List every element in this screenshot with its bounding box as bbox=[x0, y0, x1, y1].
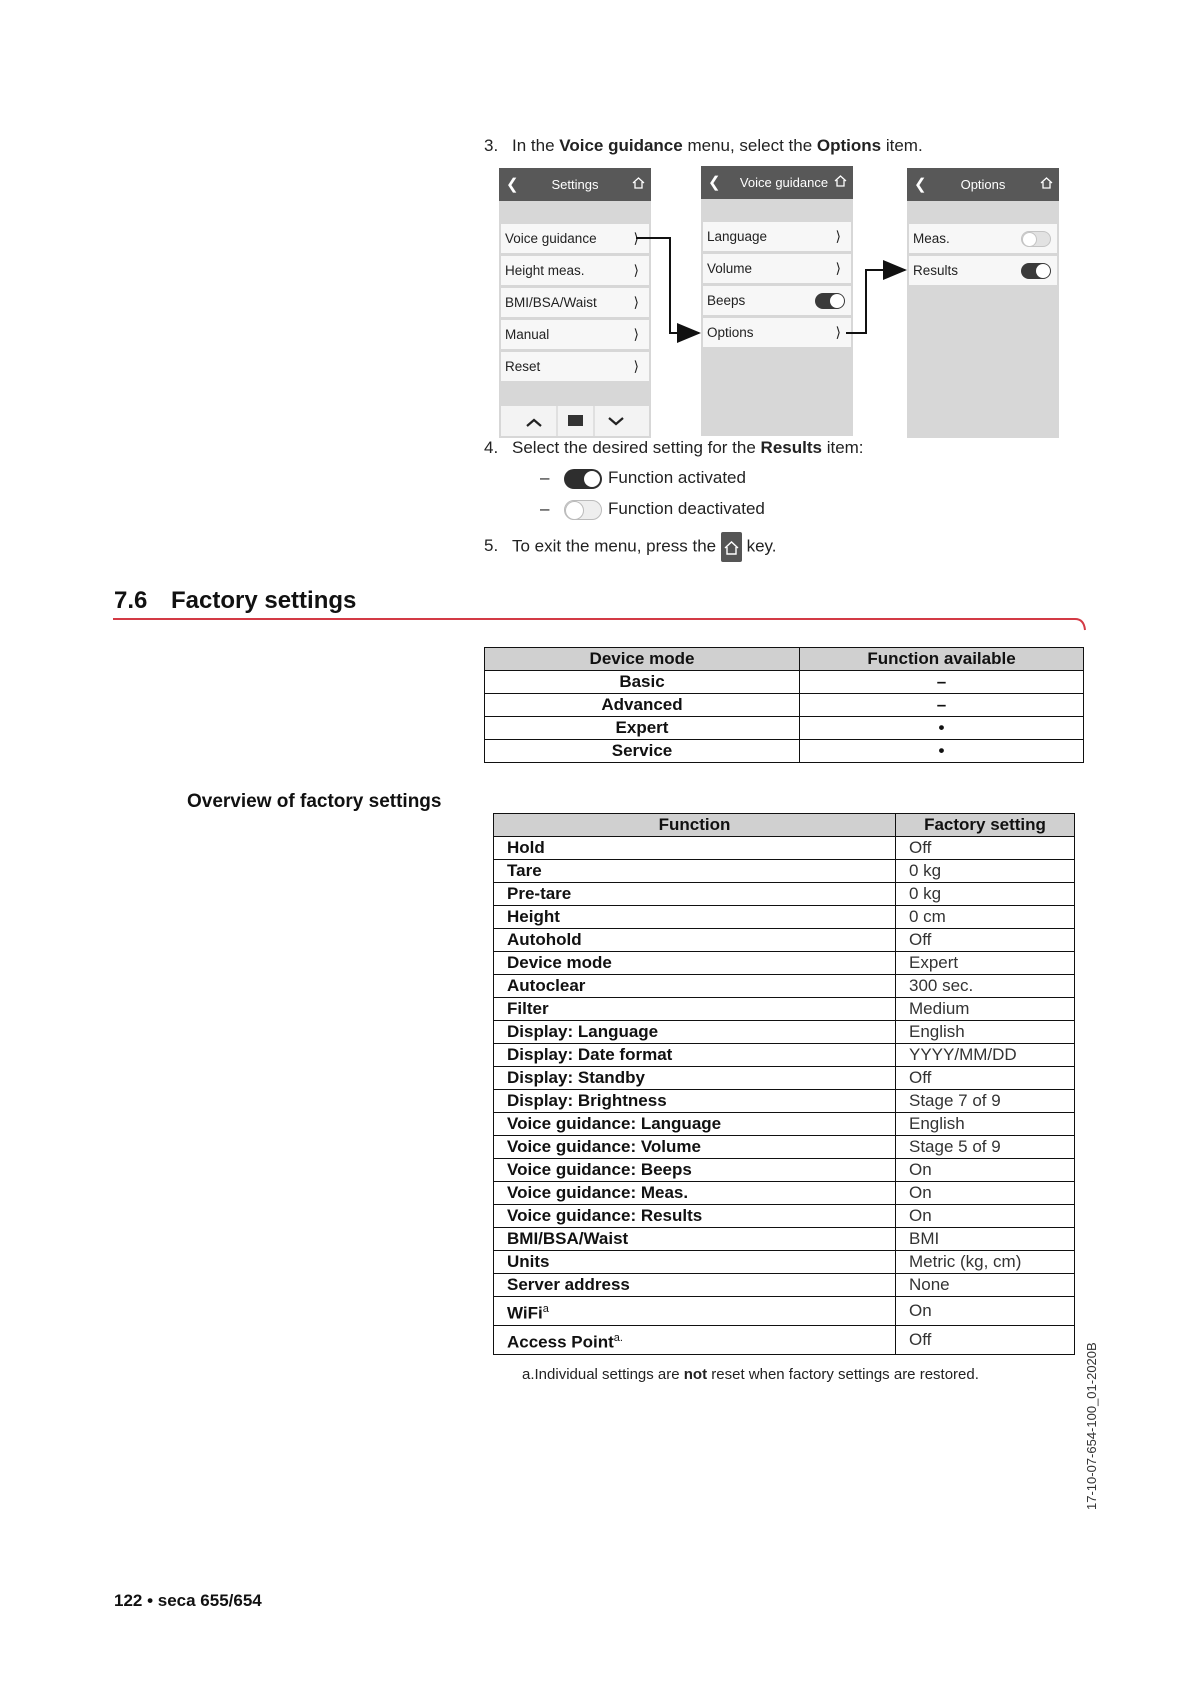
menu-item-bmi[interactable]: BMI/BSA/Waist ⟩ bbox=[501, 288, 649, 317]
chevron-right-icon: ⟩ bbox=[835, 228, 841, 244]
menu-item-manual[interactable]: Manual ⟩ bbox=[501, 320, 649, 349]
table-row: Height 0 cm bbox=[494, 906, 1075, 929]
section-rule bbox=[112, 618, 1087, 638]
table-row: Display: Language English bbox=[494, 1021, 1075, 1044]
table-row: Voice guidance: Meas. On bbox=[494, 1182, 1075, 1205]
back-icon[interactable]: ❮ bbox=[708, 174, 721, 191]
table-row: Hold Off bbox=[494, 837, 1075, 860]
overview-heading: Overview of factory settings bbox=[187, 791, 442, 812]
table-row: Units Metric (kg, cm) bbox=[494, 1251, 1075, 1274]
step-5: 5. To exit the menu, press the key. bbox=[484, 532, 776, 562]
column-header: Function available bbox=[800, 648, 1084, 671]
menu-item-beeps[interactable]: Beeps bbox=[703, 286, 851, 315]
step-3: 3. In the Voice guidance menu, select the Options item. bbox=[484, 136, 923, 155]
factory-settings-table bbox=[493, 813, 1075, 1355]
section-title: Factory settings bbox=[171, 587, 357, 614]
table-row: Advanced – bbox=[485, 694, 1084, 717]
screen-title: Options bbox=[960, 177, 1006, 192]
back-icon[interactable]: ❮ bbox=[506, 176, 519, 193]
menu-item-height[interactable]: Height meas. ⟩ bbox=[501, 256, 649, 285]
chevron-right-icon: ⟩ bbox=[633, 358, 639, 374]
table-row: Pre-tare 0 kg bbox=[494, 883, 1075, 906]
option-deactivated: – Function deactivated bbox=[540, 499, 765, 518]
menu-item-options[interactable]: Options ⟩ bbox=[703, 318, 851, 347]
flow-arrows bbox=[0, 0, 1190, 450]
chevron-right-icon: ⟩ bbox=[633, 326, 639, 342]
table-row: Filter Medium bbox=[494, 998, 1075, 1021]
table-row: Tare 0 kg bbox=[494, 860, 1075, 883]
option-activated: – Function activated bbox=[540, 468, 746, 487]
table-row: Display: Date format YYYY/MM/DD bbox=[494, 1044, 1075, 1067]
footnote: a.Individual settings are not reset when factory settings are restored. bbox=[522, 1366, 979, 1383]
table-row: Voice guidance: Language English bbox=[494, 1113, 1075, 1136]
toggle-off-icon bbox=[564, 500, 602, 520]
table-row: Voice guidance: Results On bbox=[494, 1205, 1075, 1228]
chevron-right-icon: ⟩ bbox=[835, 324, 841, 340]
chevron-right-icon: ⟩ bbox=[633, 262, 639, 278]
menu-item-meas[interactable]: Meas. bbox=[909, 224, 1057, 253]
table-row: WiFi$^a$ On bbox=[494, 1297, 1075, 1326]
chevron-right-icon: ⟩ bbox=[633, 294, 639, 310]
table-row: Voice guidance: Beeps On bbox=[494, 1159, 1075, 1182]
table-row: BMI/BSA/Waist BMI bbox=[494, 1228, 1075, 1251]
menu-item-volume[interactable]: Volume ⟩ bbox=[703, 254, 851, 283]
table-row: Autoclear 300 sec. bbox=[494, 975, 1075, 998]
column-header: Function bbox=[494, 814, 896, 837]
table-row: Server address None bbox=[494, 1274, 1075, 1297]
step-4: 4. Select the desired setting for the Results item: bbox=[484, 438, 864, 457]
menu-item-results[interactable]: Results bbox=[909, 256, 1057, 285]
table-row: Device mode Expert bbox=[494, 952, 1075, 975]
table-row: Service • bbox=[485, 740, 1084, 763]
screen-title: Settings bbox=[551, 177, 599, 192]
home-key-icon bbox=[721, 532, 742, 562]
table-row: Expert • bbox=[485, 717, 1084, 740]
section-number: 7.6 bbox=[114, 587, 148, 614]
screen-title: Voice guidance bbox=[739, 175, 829, 190]
menu-item-language[interactable]: Language ⟩ bbox=[703, 222, 851, 251]
menu-item-voice-guidance[interactable]: Voice guidance ⟩ bbox=[501, 224, 649, 253]
chevron-right-icon: ⟩ bbox=[633, 230, 639, 246]
table-row: Access Point$^{a.}$ Off bbox=[494, 1326, 1075, 1355]
arrow-voice-to-options bbox=[633, 238, 699, 333]
menu-item-reset[interactable]: Reset ⟩ bbox=[501, 352, 649, 381]
device-mode-table bbox=[484, 647, 1084, 763]
column-header: Factory setting bbox=[896, 814, 1075, 837]
table-row: Basic – bbox=[485, 671, 1084, 694]
back-icon[interactable]: ❮ bbox=[914, 176, 927, 193]
table-row: Autohold Off bbox=[494, 929, 1075, 952]
document-code: 17-10-07-654-100_01-2020B bbox=[1084, 1342, 1099, 1510]
table-row: Display: Standby Off bbox=[494, 1067, 1075, 1090]
toggle-on-icon bbox=[564, 469, 602, 489]
table-row: Voice guidance: Volume Stage 5 of 9 bbox=[494, 1136, 1075, 1159]
column-header: Device mode bbox=[485, 648, 800, 671]
page-footer: 122 • seca 655/654 bbox=[114, 1591, 262, 1610]
chevron-right-icon: ⟩ bbox=[835, 260, 841, 276]
table-row: Display: Brightness Stage 7 of 9 bbox=[494, 1090, 1075, 1113]
arrow-options-to-results bbox=[846, 270, 905, 333]
